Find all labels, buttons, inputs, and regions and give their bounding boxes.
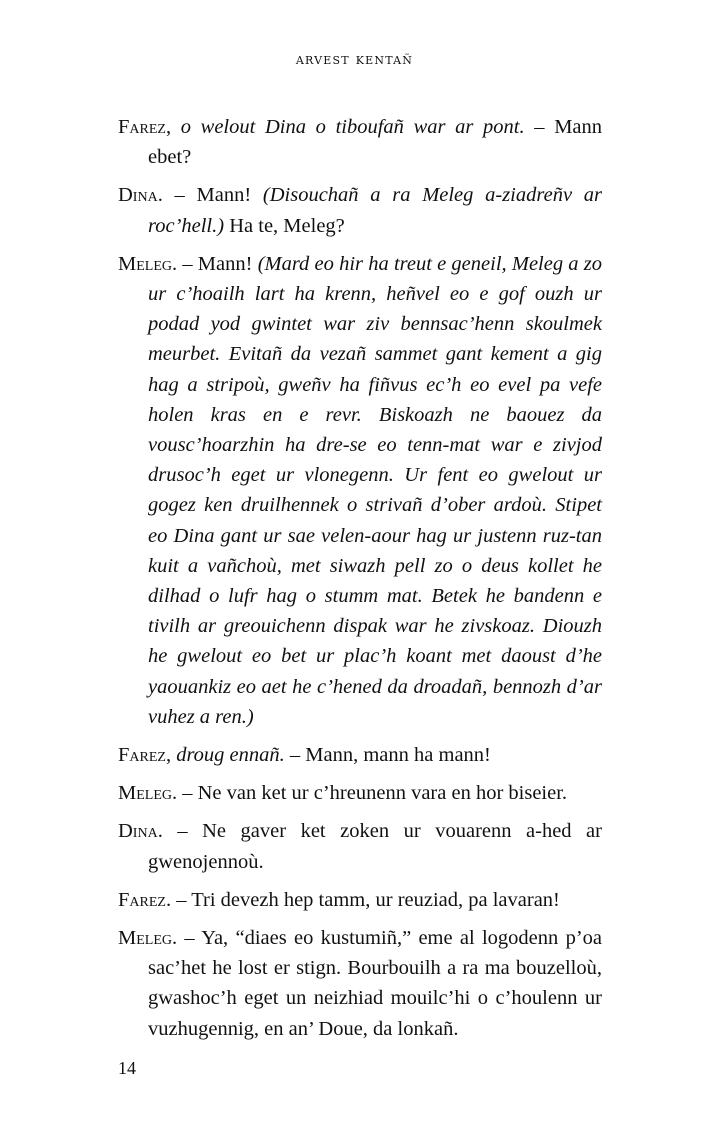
dialogue-paragraph <box>118 885 602 915</box>
dialogue-text: . – Tri devezh hep tamm, ur reuziad, pa lavaran! <box>165 888 560 911</box>
dialogue-paragraph <box>118 249 602 732</box>
speaker-name: Farez <box>118 888 166 911</box>
dialogue-paragraph <box>118 740 602 770</box>
dialogue-text: . – Mann! <box>172 252 258 275</box>
stage-direction: droug ennañ. <box>176 744 285 767</box>
dialogue-text: , <box>165 744 177 767</box>
speaker-name: Farez <box>118 116 166 138</box>
dialogue-paragraph <box>118 112 602 172</box>
dialogue-paragraph <box>118 923 602 1044</box>
dialogue-text: . – Ne van ket ur c’hreunenn vara en hor biseier. <box>172 782 568 805</box>
speaker-name: Farez <box>118 744 166 767</box>
page-number: 14 <box>118 1058 136 1078</box>
speaker-name: Meleg <box>118 782 172 805</box>
dialogue-text: – Mann, mann ha mann! <box>284 744 491 767</box>
speaker-name: Meleg <box>118 927 172 950</box>
stage-direction: (Mard eo hir ha treut e geneil, Meleg a zo ur c’hoailh lart ha krenn, heñvel eo e gof ouzh ur podad yod gwintet war ziv bennsac’henn skoulmek meurbet. Evitañ da vezañ sammet gant kement a gig hag a stripoù, gweñv ha fiñvus ec’h eo evel pa vefe holen kras en e revr. Biskoazh ne baouez da vousc’hoarzhin ha dre-se eo tenn-mat war e zivjod drusoc’h eget ur vlonegenn. Ur fent eo gwelout ur gogez ken druilhennek o strivañ d’ober ardoù. Stipet eo Dina gant ur sae velen-aour hag ur justenn ruz-tan kuit a vañchoù, met siwazh pell zo o deus kollet he dilhad o lufr hag o stumm mat. Betek he bandenn e tivilh ar greouichenn dispak war he zivskoaz. Diouzh he gwelout eo bet ur plac’h koant met daoust d’he yaouankiz eo aet he c’hened da droadañ, bennozh d’ar vuhez a ren.) <box>148 252 602 728</box>
dialogue-text: . – Mann! <box>157 184 263 207</box>
speaker-name: Dina <box>118 820 158 843</box>
running-header: arvest kentañ <box>295 50 414 68</box>
dialogue-text: – Mann ebet? <box>148 116 603 169</box>
dialogue-text: Ha te, Meleg? <box>224 214 345 237</box>
speaker-name: Dina <box>118 184 158 207</box>
dialogue-paragraph <box>118 180 602 240</box>
stage-direction: (Disouchañ a ra Meleg a-ziadreñv ar roc’hell.) <box>148 184 602 237</box>
dialogue-text: . – Ya, “diaes eo kustumiñ,” eme al logodenn p’oa sac’het he lost er stign. Bourbouilh a ra ma bouzelloù, gwashoc’h eget un neizhiad mouilc’hi o c’houlenn ur vuzhugennig, en an’ Doue, da lonkañ. <box>148 927 602 1040</box>
dialogue-text: , <box>165 116 181 138</box>
dialogue-paragraph <box>118 816 602 876</box>
play-text <box>118 112 602 1052</box>
dialogue-text: . – Ne gaver ket zoken ur vouarenn a-hed ar gwenojennoù. <box>148 820 602 873</box>
stage-direction: o welout Dina o tiboufañ war ar pont. <box>180 116 525 138</box>
speaker-name: Meleg <box>118 252 172 275</box>
dialogue-paragraph <box>118 778 602 808</box>
